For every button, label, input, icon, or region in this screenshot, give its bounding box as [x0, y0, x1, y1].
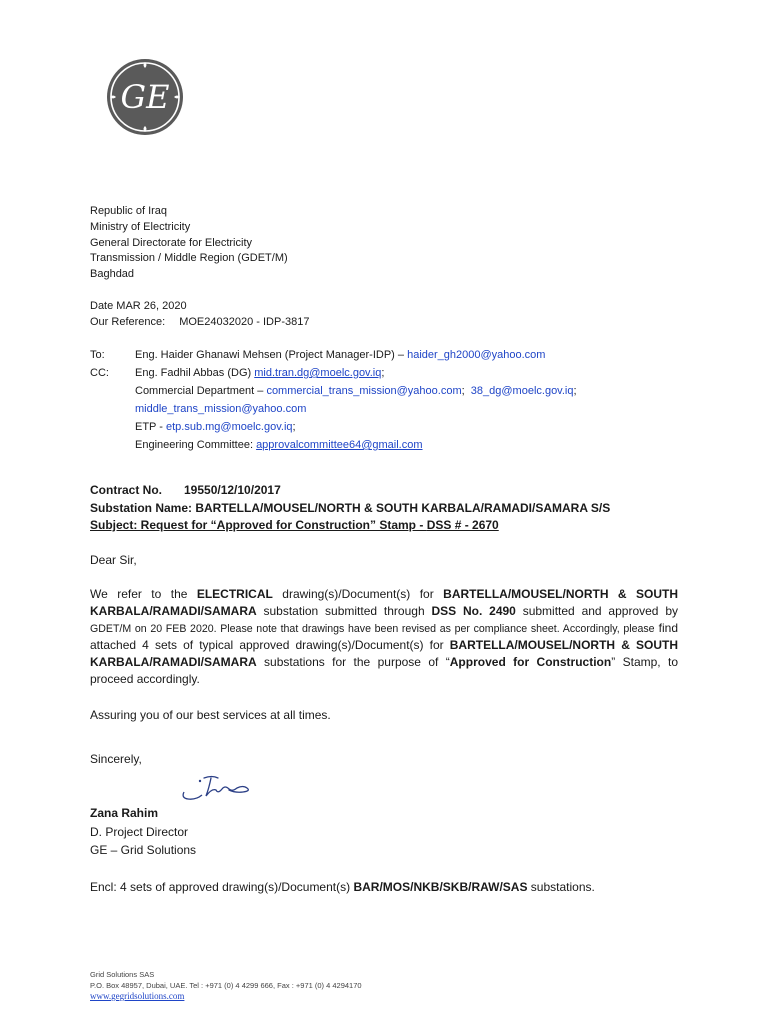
- cc-label: CC:: [90, 367, 109, 379]
- closing-line: Assuring you of our best services at all times.: [90, 708, 331, 722]
- paragraph-text: substation submitted through: [256, 603, 432, 618]
- footer-address: P.O. Box 48957, Dubai, UAE. Tel : +971 (0) 4 4299 666, Fax : +971 (0) 4 4294170: [90, 980, 362, 990]
- cc-email[interactable]: middle_trans_mission@yahoo.com: [135, 403, 307, 415]
- address-line: Transmission / Middle Region (GDET/M): [90, 252, 288, 265]
- reference-value: MOE24032020 - IDP-3817: [179, 315, 310, 328]
- to-email[interactable]: haider_gh2000@yahoo.com: [407, 349, 546, 361]
- signer-name: Zana Rahim: [90, 806, 159, 820]
- cc-text: Engineering Committee:: [135, 439, 257, 451]
- cc-suffix: ;: [292, 421, 296, 433]
- cc-email-link[interactable]: mid.tran.dg@moelc.gov.iq: [254, 367, 382, 379]
- subject-line: [90, 517, 610, 535]
- cc-text: Eng. Fadhil Abbas (DG): [135, 367, 255, 379]
- to-label: To:: [90, 349, 105, 361]
- subject-dss: DSS # - 2670: [426, 518, 499, 532]
- paragraph-bold: DSS No. 2490: [431, 603, 516, 618]
- cc-email[interactable]: commercial_trans_mission@yahoo.com: [266, 385, 462, 397]
- paragraph-text: substations for the purpose of “: [256, 655, 450, 670]
- sincerely: Sincerely,: [90, 752, 142, 766]
- signer-company: GE – Grid Solutions: [90, 843, 197, 857]
- paragraph-bold: BARTELLA/MOUSEL/NORTH & SOUTH KARBALA/RAMADI/SAMARA: [90, 638, 678, 670]
- ge-logo-icon: [106, 58, 184, 136]
- contract-line: [90, 482, 610, 500]
- contract-block: [90, 482, 610, 535]
- cc-text: ETP -: [135, 421, 166, 433]
- paragraph-text: ” Stamp, to proceed accordingly.: [90, 655, 679, 686]
- enclosure-text: Encl: 4 sets of approved drawing(s)/Document(s): [90, 880, 354, 894]
- paragraph-bold: BARTELLA/MOUSEL/NORTH & SOUTH KARBALA/RAMADI/SAMARA: [90, 587, 678, 618]
- enclosure-text: substations.: [527, 880, 595, 894]
- paragraph-text: find attached 4 sets of typical approved drawing(s)/Document(s) for: [90, 620, 678, 653]
- cc-text: Commercial Department –: [135, 385, 267, 397]
- ge-logo: [106, 58, 184, 136]
- salutation: Dear Sir,: [90, 553, 137, 567]
- recipient-address: [90, 204, 288, 283]
- cc-email-link[interactable]: approvalcommittee64@gmail.com: [256, 439, 423, 451]
- cc-separator: ;: [461, 385, 471, 397]
- signer-block: [90, 804, 196, 860]
- cc-suffix: ;: [573, 385, 577, 397]
- paragraph-bold: ELECTRICAL: [196, 587, 273, 601]
- paragraph-text: submitted and approved by: [515, 603, 678, 618]
- cc-suffix: ;: [381, 367, 385, 379]
- address-line: Republic of Iraq: [90, 205, 168, 217]
- substation-line: Substation Name: BARTELLA/MOUSEL/NORTH & SOUTH KARBALA/RAMADI/SAMARA S/S: [90, 500, 611, 515]
- footer-company: Grid Solutions SAS: [90, 970, 155, 979]
- to-text: Eng. Haider Ghanawi Mehsen (Project Manager-IDP) –: [135, 349, 408, 361]
- subject-prefix: Subject: Request for “Approved for Construction” Stamp -: [90, 518, 427, 532]
- paragraph-bold: Approved for Construction: [449, 655, 612, 670]
- footer: [90, 970, 362, 1002]
- address-line: Baghdad: [90, 268, 135, 281]
- paragraph-small-text: GDET/M on 20 FEB 2020. Please note that drawings have been revised as per compliance sheet. Accordingly, please: [90, 622, 655, 635]
- contract-label: Contract No.: [90, 483, 162, 497]
- enclosure-bold: BAR/MOS/NKB/SKB/RAW/SAS: [353, 880, 528, 894]
- svg-text:GE: GE: [120, 78, 170, 116]
- date-line: Date MAR 26, 2020: [90, 300, 187, 312]
- footer-website-link[interactable]: www.gegridsolutions.com: [90, 991, 185, 1001]
- contract-value: 19550/12/10/2017: [184, 483, 281, 497]
- date-reference-block: [90, 299, 309, 331]
- address-line: General Directorate for Electricity: [90, 236, 252, 249]
- paragraph-text: drawing(s)/Document(s) for: [272, 587, 444, 601]
- address-line: Ministry of Electricity: [90, 220, 191, 233]
- enclosure-line: [90, 880, 595, 894]
- paragraph-text: We refer to the: [90, 587, 197, 601]
- cc-email[interactable]: etp.sub.mg@moelc.gov.iq: [165, 421, 293, 433]
- main-paragraph: [90, 586, 678, 688]
- signature-icon: [178, 768, 270, 808]
- reference-label: Our Reference:: [90, 315, 166, 328]
- cc-email[interactable]: 38_dg@moelc.gov.iq: [470, 385, 574, 397]
- signer-title: D. Project Director: [90, 824, 189, 839]
- handwritten-signature: [178, 768, 270, 808]
- reference-line: [90, 315, 309, 331]
